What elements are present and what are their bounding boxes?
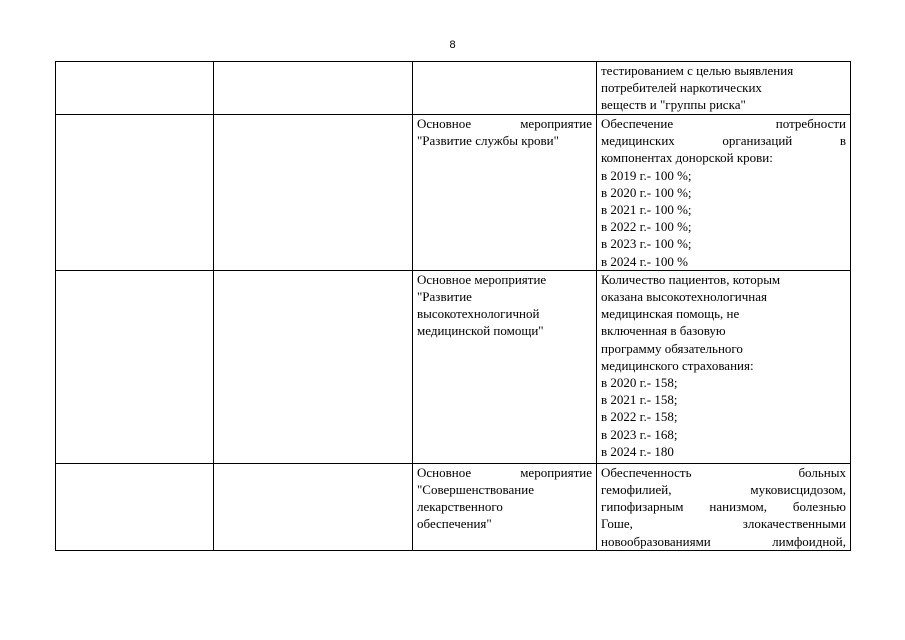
indicator-line: в 2019 г.- 100 %; xyxy=(601,167,692,183)
table-row xyxy=(56,115,851,271)
cell-col1 xyxy=(56,62,214,115)
indicator-line: в 2021 г.- 100 %; xyxy=(601,202,692,218)
indicator-line: в 2024 г.- 100 % xyxy=(601,253,688,269)
cell-measure xyxy=(413,62,597,115)
measure-line: "Совершенствование xyxy=(417,482,534,498)
indicator-line: новообразованиями лимфоидной, xyxy=(601,533,846,549)
indicator-line: потребителей наркотических xyxy=(601,80,762,96)
cell-measure xyxy=(413,115,597,271)
table-row xyxy=(56,62,851,115)
indicator-line: Количество пациентов, которым xyxy=(601,271,781,287)
indicator-line: тестированием с целью выявления xyxy=(601,63,794,78)
measure-line: медицинской помощи" xyxy=(417,323,544,339)
page-number: 8 xyxy=(449,39,456,51)
indicator-line: медицинских организаций в xyxy=(601,133,846,149)
cell-col1 xyxy=(56,115,214,271)
program-table xyxy=(55,61,851,551)
cell-measure xyxy=(413,463,597,550)
indicator-line: веществ и "группы риска" xyxy=(601,97,746,113)
indicator-line: в 2023 г.- 100 %; xyxy=(601,236,692,252)
measure-line: Основное мероприятие xyxy=(417,116,592,131)
cell-col2 xyxy=(214,270,413,463)
cell-col1 xyxy=(56,463,214,550)
indicator-line: Обеспеченность больных xyxy=(601,464,846,480)
indicator-line: Обеспечение потребности xyxy=(601,116,846,131)
cell-col2 xyxy=(214,115,413,271)
indicator-line: в 2023 г.- 168; xyxy=(601,426,678,442)
cell-indicator xyxy=(597,115,851,271)
cell-indicator xyxy=(597,270,851,463)
cell-col2 xyxy=(214,62,413,115)
cell-measure xyxy=(413,270,597,463)
measure-line: Основное мероприятие xyxy=(417,464,592,480)
cell-indicator xyxy=(597,62,851,115)
cell-col1 xyxy=(56,270,214,463)
measure-line: "Развитие xyxy=(417,289,472,305)
measure-line: высокотехнологичной xyxy=(417,306,540,322)
indicator-line: в 2024 г.- 180 xyxy=(601,443,674,459)
measure-line: Основное мероприятие xyxy=(417,271,547,287)
indicator-line: в 2020 г.- 158; xyxy=(601,375,678,391)
indicator-line: медицинского страхования: xyxy=(601,357,754,373)
table-row xyxy=(56,463,851,550)
indicator-line: в 2020 г.- 100 %; xyxy=(601,184,692,200)
indicator-line: в 2022 г.- 158; xyxy=(601,409,678,425)
indicator-line: Гоше, злокачественными xyxy=(601,516,846,532)
indicator-line: в 2021 г.- 158; xyxy=(601,392,678,408)
cell-indicator xyxy=(597,463,851,550)
indicator-line: компонентах донорской крови: xyxy=(601,150,773,166)
measure-line: лекарственного xyxy=(417,499,503,515)
indicator-line: в 2022 г.- 100 %; xyxy=(601,219,692,235)
table-row xyxy=(56,270,851,463)
cell-col2 xyxy=(214,463,413,550)
measure-line: "Развитие службы крови" xyxy=(417,133,559,149)
indicator-line: программу обязательного xyxy=(601,340,743,356)
indicator-line: гемофилией, муковисцидозом, xyxy=(601,482,846,498)
indicator-line: оказана высокотехнологичная xyxy=(601,289,767,305)
measure-line: обеспечения" xyxy=(417,516,492,532)
indicator-line: гипофизарным нанизмом, болезнью xyxy=(601,499,846,515)
indicator-line: медицинская помощь, не xyxy=(601,306,740,322)
indicator-line: включенная в базовую xyxy=(601,323,726,339)
